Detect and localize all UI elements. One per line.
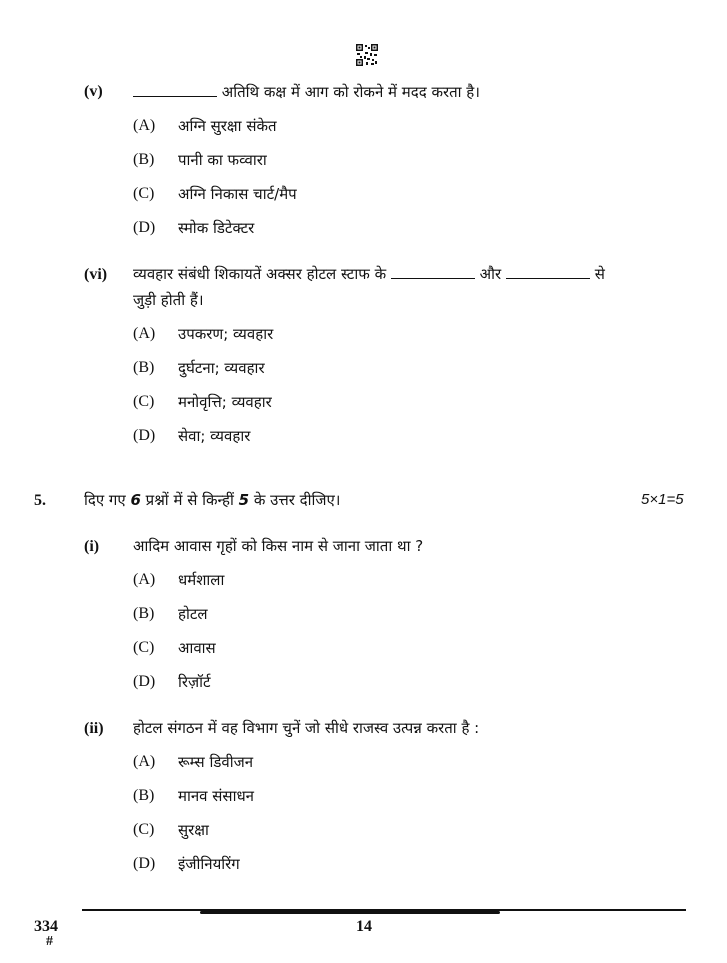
option-text: स्मोक डिटेक्टर: [178, 219, 255, 237]
option-text: उपकरण; व्यवहार: [178, 325, 274, 343]
instruction-number-attempt: 5: [238, 491, 250, 509]
option-text: सेवा; व्यवहार: [178, 427, 251, 445]
footer-rule-thick: [200, 911, 500, 914]
question-ii-text: होटल संगठन में वह विभाग चुनें जो सीधे राजस्व उत्पन्न करता है :: [133, 719, 480, 737]
option-text: आवास: [178, 639, 216, 657]
answer-blank: [133, 82, 217, 97]
option-label: (D): [133, 219, 156, 236]
instruction-text-a: दिए गए: [84, 491, 126, 509]
option-text: होटल: [178, 605, 208, 623]
option-text: रूम्स डिवीजन: [178, 753, 254, 771]
paper-code: 334: [34, 918, 58, 935]
instruction-text-c: के उत्तर दीजिए।: [253, 491, 341, 509]
question-number-5: 5.: [34, 492, 46, 509]
option-label: (B): [133, 359, 155, 376]
question-number-i: (i): [84, 538, 100, 555]
option-text: अग्नि सुरक्षा संकेत: [178, 117, 277, 135]
option-label: (C): [133, 821, 155, 838]
question-vi-text-c: से: [594, 265, 605, 283]
option-label: (B): [133, 151, 155, 168]
question-vi-text-a: व्यवहार संबंधी शिकायतें अक्सर होटल स्टाफ के: [133, 265, 387, 283]
hash-mark: #: [46, 934, 53, 949]
question-number-vi: (vi): [84, 266, 108, 283]
option-label: (A): [133, 753, 156, 770]
answer-blank: [391, 264, 475, 279]
page-number: 14: [356, 918, 372, 935]
answer-blank: [506, 264, 590, 279]
question-number-v: (v): [84, 83, 103, 100]
question-5-instruction: [84, 490, 340, 510]
instruction-text-b: प्रश्नों में से किन्हीं: [145, 491, 234, 509]
qr-code-icon: [356, 44, 378, 66]
question-vi-text-d: जुड़ी होती हैं।: [133, 291, 204, 309]
option-text: धर्मशाला: [178, 571, 225, 589]
question-i-text: आदिम आवास गृहों को किस नाम से जाना जाता था ?: [133, 537, 424, 555]
option-text: मानव संसाधन: [178, 787, 255, 805]
option-label: (D): [133, 427, 156, 444]
question-vi-text-b: और: [479, 265, 502, 283]
option-text: अग्नि निकास चार्ट/मैप: [178, 185, 297, 203]
option-text: पानी का फव्वारा: [178, 151, 267, 169]
question-number-ii: (ii): [84, 720, 104, 737]
option-text: दुर्घटना; व्यवहार: [178, 359, 265, 377]
option-label: (B): [133, 787, 155, 804]
option-label: (C): [133, 639, 155, 656]
option-text: मनोवृत्ति; व्यवहार: [178, 393, 272, 411]
question-v-text: अतिथि कक्ष में आग को रोकने में मदद करता है।: [221, 83, 480, 101]
question-v-stem: [133, 82, 480, 102]
option-label: (D): [133, 855, 156, 872]
marks-allocation: 5×1=5: [641, 491, 684, 508]
option-label: (A): [133, 117, 156, 134]
question-vi-line1: [133, 264, 605, 284]
option-label: (A): [133, 325, 156, 342]
option-label: (B): [133, 605, 155, 622]
instruction-number-total: 6: [130, 491, 141, 509]
option-label: (D): [133, 673, 156, 690]
option-label: (A): [133, 571, 156, 588]
option-text: रिज़ॉर्ट: [178, 673, 211, 691]
option-label: (C): [133, 393, 155, 410]
option-text: सुरक्षा: [178, 821, 209, 839]
option-label: (C): [133, 185, 155, 202]
option-text: इंजीनियरिंग: [178, 855, 240, 873]
